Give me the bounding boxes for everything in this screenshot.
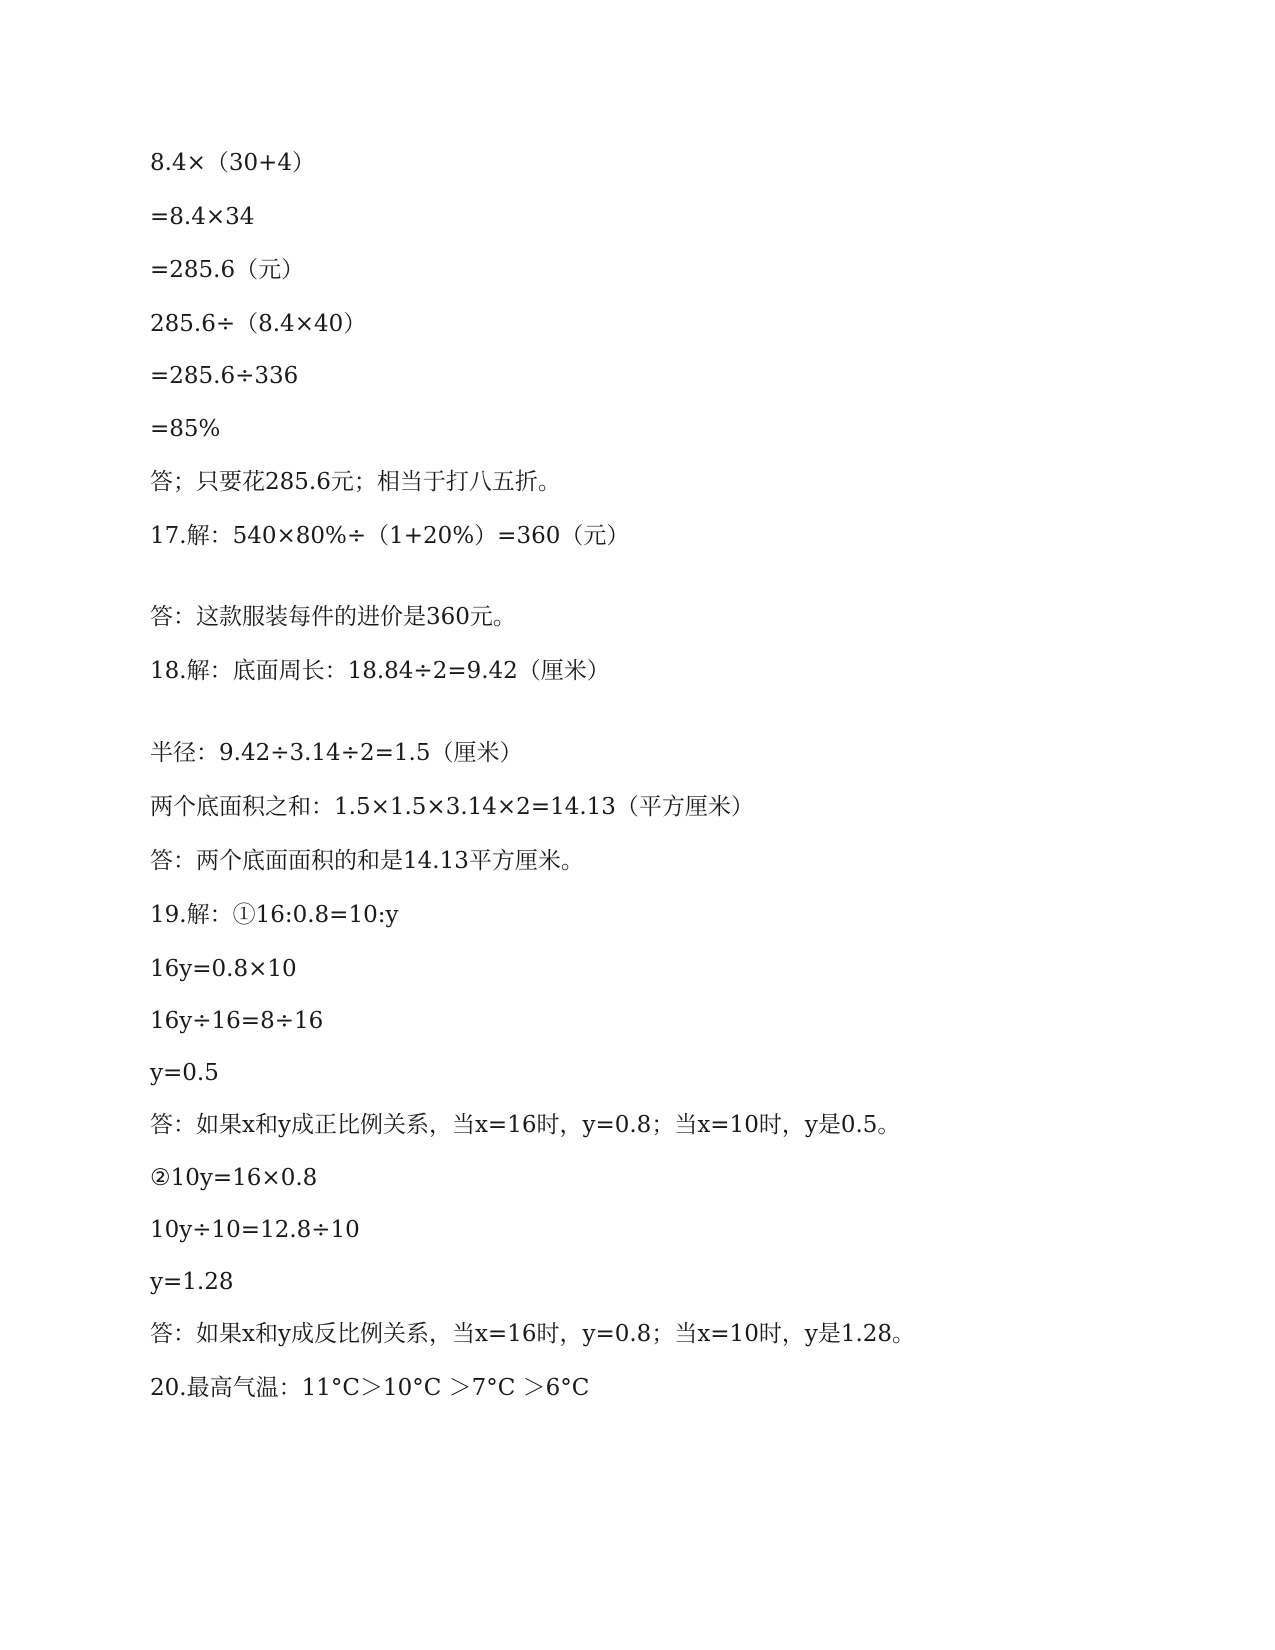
calc-line: 16y=0.8×10 xyxy=(150,956,297,982)
answer-line: 答：这款服装每件的进价是360元。 xyxy=(150,604,516,630)
calc-line: 285.6÷（8.4×40） xyxy=(150,311,367,337)
calc-line: =285.6（元） xyxy=(150,257,305,283)
problem-19-solution: 19.解：①16:0.8=10:y xyxy=(150,902,399,928)
problem-20-solution: 20.最高气温：11°C＞10°C ＞7°C ＞6°C xyxy=(150,1375,590,1401)
calc-line: y=0.5 xyxy=(150,1060,219,1086)
problem-18-solution: 18.解：底面周长：18.84÷2=9.42（厘米） xyxy=(150,658,610,684)
calc-line: ②10y=16×0.8 xyxy=(150,1165,318,1191)
calc-line: =285.6÷336 xyxy=(150,363,299,389)
problem-17-solution: 17.解：540×80%÷（1+20%）=360（元） xyxy=(150,523,630,549)
calc-line: 10y÷10=12.8÷10 xyxy=(150,1217,360,1243)
calc-line: =85% xyxy=(150,416,221,442)
answer-line: 答：如果x和y成反比例关系，当x=16时，y=0.8；当x=10时，y是1.28。 xyxy=(150,1321,916,1347)
calc-line: 两个底面积之和：1.5×1.5×3.14×2=14.13（平方厘米） xyxy=(150,794,754,820)
calc-line: =8.4×34 xyxy=(150,204,255,230)
calc-line: y=1.28 xyxy=(150,1269,234,1295)
answer-line: 答：两个底面面积的和是14.13平方厘米。 xyxy=(150,848,584,874)
calc-line: 16y÷16=8÷16 xyxy=(150,1008,324,1034)
calc-line: 8.4×（30+4） xyxy=(150,150,316,176)
answer-line: 答；只要花285.6元；相当于打八五折。 xyxy=(150,469,561,495)
calc-line: 半径：9.42÷3.14÷2=1.5（厘米） xyxy=(150,740,523,766)
answer-line: 答：如果x和y成正比例关系，当x=16时，y=0.8；当x=10时，y是0.5。 xyxy=(150,1112,901,1138)
